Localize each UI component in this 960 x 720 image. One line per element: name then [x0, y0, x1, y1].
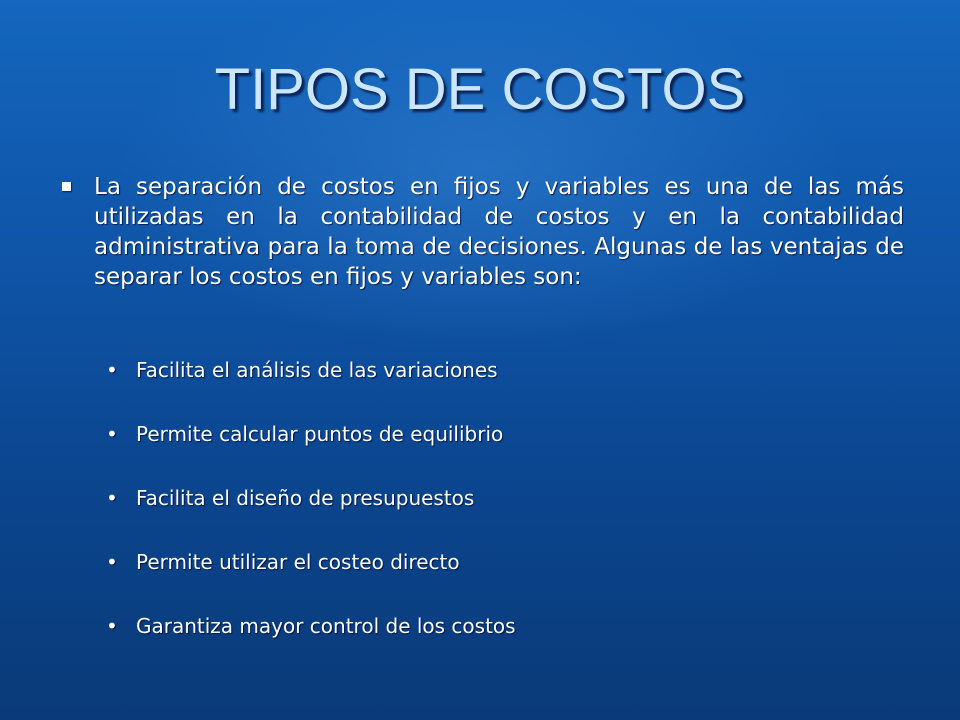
list-item-text: Facilita el diseño de presupuestos: [136, 486, 475, 510]
list-item-text: Permite utilizar el costeo directo: [136, 550, 460, 574]
list-item: [106, 419, 516, 483]
intro-paragraph: [62, 172, 904, 292]
list-item: [106, 547, 516, 611]
dot-bullet-icon: •: [106, 486, 118, 510]
dot-bullet-icon: •: [106, 422, 118, 446]
list-item: [106, 483, 516, 547]
dot-bullet-icon: •: [106, 614, 118, 638]
advantages-list: [106, 355, 516, 675]
list-item-text: Facilita el análisis de las variaciones: [136, 358, 498, 382]
list-item-text: Permite calcular puntos de equilibrio: [136, 422, 504, 446]
list-item: [106, 611, 516, 675]
list-item-text: Garantiza mayor control de los costos: [136, 614, 516, 638]
intro-text: La separación de costos en fijos y variables es una de las más utilizadas en la contabilidad de costos y en la contabilidad administrativa para la toma de decisiones. Algunas de las ventajas de separar los costos en fijos y variables son:: [94, 174, 904, 290]
square-bullet-icon: [62, 182, 71, 191]
list-item: [106, 355, 516, 419]
dot-bullet-icon: •: [106, 358, 118, 382]
dot-bullet-icon: •: [106, 550, 118, 574]
slide-title: TIPOS DE COSTOS: [214, 57, 746, 122]
